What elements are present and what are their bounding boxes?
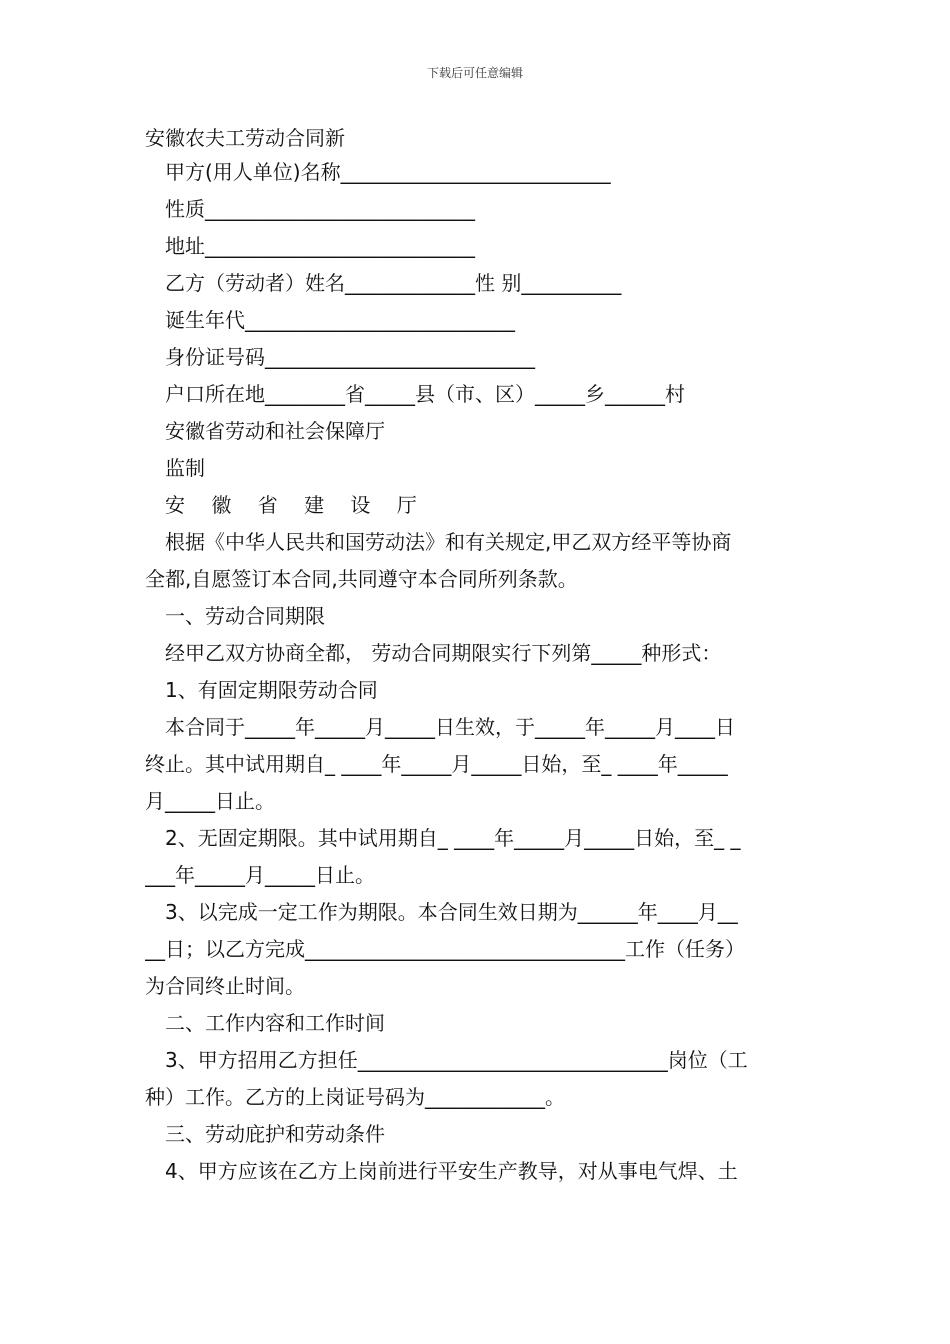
header-watermark: 下载后可任意编辑 (426, 66, 523, 80)
clause-3-line-3: 为合同终止时间。 (145, 974, 305, 998)
birth-date-line: 诞生年代___________________________ (165, 308, 515, 332)
clause-1-line-2: 终止。其中试用期自_ ____年_____月_____日始，至_ ____年_____ (145, 752, 728, 776)
party-b-name-gender-line: 乙方（劳动者）姓名_____________性 别__________ (165, 271, 622, 295)
supervision-label: 监制 (165, 456, 205, 480)
party-a-address-line: 地址___________________________ (165, 234, 475, 258)
section-3-heading: 三、劳动庇护和劳动条件 (165, 1122, 385, 1146)
clause-2-line-2: ___年_____月_____日止。 (145, 863, 375, 887)
section-3-clause-line-1: 4、甲方应该在乙方上岗前进行平安生产教导，对从事电气焊、土 (165, 1159, 738, 1183)
clause-2-line-1: 2、无固定期限。其中试用期自_ ____年_____月_____日始，至_ _ (165, 826, 741, 850)
preamble-line-1: 根据《中华人民共和国劳动法》和有关规定,甲乙双方经平等协商 (165, 530, 732, 554)
section-1-intro: 经甲乙双方协商全都， 劳动合同期限实行下列第_____种形式： (165, 641, 722, 665)
clause-1-line-3: 月_____日止。 (145, 789, 275, 813)
issuer-labor-bureau: 安徽省劳动和社会保障厅 (165, 419, 385, 443)
clause-1-heading: 1、有固定期限劳动合同 (165, 678, 378, 702)
clause-1-line-1: 本合同于_____年_____月_____日生效，于_____年_____月____日 (165, 715, 735, 739)
section-2-clause-line-1: 3、甲方招用乙方担任_______________________________岗位（工 (165, 1048, 748, 1072)
party-a-name-line: 甲方(用人单位)名称___________________________ (165, 160, 611, 184)
party-a-nature-line: 性质___________________________ (165, 197, 475, 221)
document-title: 安徽农夫工劳动合同新 (145, 126, 345, 150)
contract-document (145, 122, 810, 1190)
section-1-heading: 一、劳动合同期限 (165, 604, 325, 628)
issuer-construction-bureau: 安 徽 省 建 设 厅 (165, 493, 427, 517)
id-number-line: 身份证号码___________________________ (165, 345, 535, 369)
section-2-heading: 二、工作内容和工作时间 (165, 1011, 385, 1035)
preamble-line-2: 全都,自愿签订本合同,共同遵守本合同所列条款。 (145, 567, 578, 591)
section-2-clause-line-2: 种）工作。乙方的上岗证号码为____________。 (145, 1085, 565, 1109)
household-registration-line: 户口所在地________省_____县（市、区）_____乡______村 (165, 382, 685, 406)
clause-3-line-2: __日；以乙方完成________________________________工作（任务） (145, 937, 745, 961)
clause-3-line-1: 3、以完成一定工作为期限。本合同生效日期为______年____月__ (165, 900, 738, 924)
